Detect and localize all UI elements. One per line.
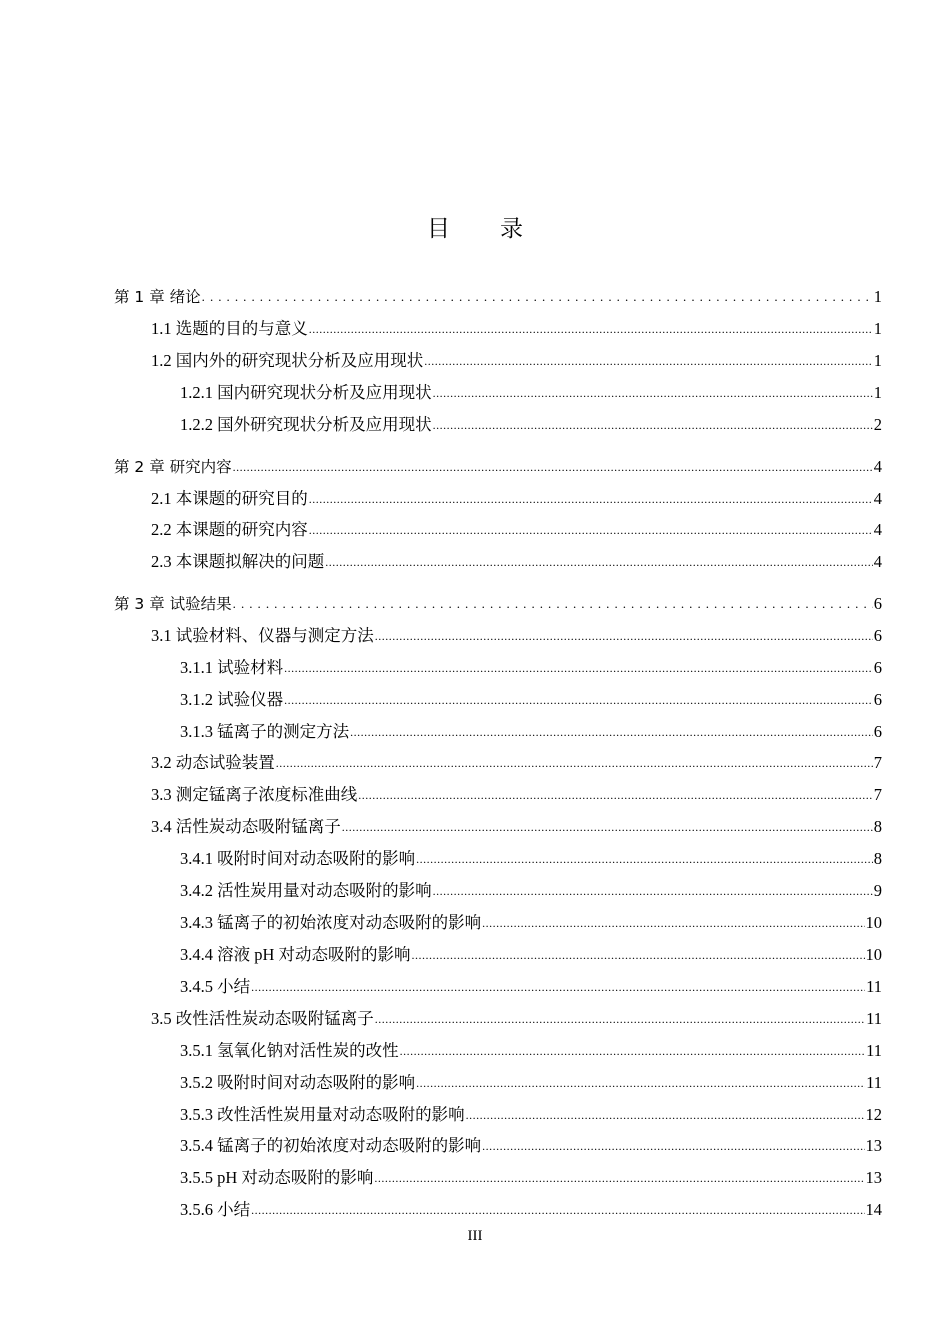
toc-entry-page: 11	[866, 1041, 882, 1060]
toc-entry-page: 1	[873, 319, 882, 338]
toc-leader-dots	[416, 848, 873, 870]
toc-entry-3-1-3[interactable]	[180, 719, 882, 743]
toc-entry-label: 1.2 国内外的研究现状分析及应用现状	[151, 351, 424, 370]
toc-entry-label: 3.1 试验材料、仪器与测定方法	[151, 626, 374, 645]
toc-entry-label: 1.2.1 国内研究现状分析及应用现状	[180, 383, 432, 402]
toc-entry-label: 3.2 动态试验装置	[151, 753, 275, 772]
toc-leader-dots	[466, 1104, 865, 1126]
toc-entry-3-2[interactable]	[151, 750, 882, 774]
toc-entry-page: 8	[873, 817, 882, 836]
toc-entry-3-5[interactable]	[151, 1006, 882, 1030]
toc-leader-dots	[325, 551, 873, 573]
toc-leader-dots	[482, 912, 864, 934]
toc-entry-page: 6	[873, 690, 882, 709]
toc-entry-page: 4	[873, 552, 882, 571]
toc-entry-3-5-5[interactable]	[180, 1165, 882, 1189]
toc-entry-page: 14	[865, 1200, 882, 1219]
toc-leader-dots	[482, 1135, 864, 1157]
toc-entry-page: 8	[873, 849, 882, 868]
toc-entry-1-2[interactable]	[151, 348, 882, 372]
toc-leader-dots	[416, 1072, 865, 1094]
toc-entry-label: 第 3 章 试验结果	[114, 595, 232, 613]
page-title-char-1: 目	[427, 216, 450, 242]
toc-entry-label: 3.5.3 改性活性炭用量对动态吸附的影响	[180, 1105, 465, 1124]
toc-entry-label: 3.5 改性活性炭动态吸附锰离子	[151, 1009, 374, 1028]
toc-entry-3-4-1[interactable]	[180, 846, 882, 870]
toc-leader-dots	[233, 456, 873, 478]
toc-entry-page: 6	[873, 658, 882, 677]
toc-entry-label: 3.4 活性炭动态吸附锰离子	[151, 817, 341, 836]
toc-entry-2-1[interactable]	[151, 486, 882, 510]
toc-leader-dots	[350, 721, 873, 743]
toc-entry-page: 1	[873, 287, 882, 306]
toc-entry-label: 3.5.2 吸附时间对动态吸附的影响	[180, 1073, 416, 1092]
toc-entry-2-3[interactable]	[151, 549, 882, 573]
toc-entry-3-1[interactable]	[151, 623, 882, 647]
toc-leader-dots	[375, 1008, 865, 1030]
toc-leader-dots	[412, 944, 865, 966]
toc-leader-dots	[433, 414, 873, 436]
toc-entry-page: 4	[873, 457, 882, 476]
toc-leader-dots	[202, 286, 873, 308]
toc-entry-3-5-3[interactable]	[180, 1102, 882, 1126]
toc-entry-page: 13	[865, 1168, 882, 1187]
toc-entry-page: 7	[873, 753, 882, 772]
toc-entry-label: 3.5.6 小结	[180, 1200, 251, 1219]
toc-entry-page: 1	[873, 383, 882, 402]
toc-leader-dots	[433, 382, 873, 404]
toc-entry-page: 10	[865, 913, 882, 932]
toc-entry-page: 7	[873, 785, 882, 804]
toc-entry-page: 9	[873, 881, 882, 900]
toc-entry-3-4-3[interactable]	[180, 910, 882, 934]
toc-entry-page: 11	[866, 1073, 882, 1092]
toc-entry-3-4-2[interactable]	[180, 878, 882, 902]
toc-entry-label: 第 1 章 绪论	[114, 288, 201, 306]
toc-entry-label: 3.5.4 锰离子的初始浓度对动态吸附的影响	[180, 1136, 482, 1155]
toc-entry-label: 1.2.2 国外研究现状分析及应用现状	[180, 415, 432, 434]
toc-leader-dots	[309, 318, 873, 340]
toc-leader-dots	[358, 784, 873, 806]
toc-entry-chapter-2[interactable]	[114, 454, 882, 478]
toc-entry-label: 3.4.2 活性炭用量对动态吸附的影响	[180, 881, 432, 900]
toc-entry-page: 12	[865, 1105, 882, 1124]
toc-entry-label: 2.2 本课题的研究内容	[151, 520, 308, 539]
toc-entry-label: 3.5.5 pH 对动态吸附的影响	[180, 1168, 374, 1187]
toc-leader-dots	[375, 625, 873, 647]
toc-entry-3-5-2[interactable]	[180, 1070, 882, 1094]
toc-entry-3-5-4[interactable]	[180, 1133, 882, 1157]
toc-entry-label: 3.4.5 小结	[180, 977, 251, 996]
toc-entry-label: 2.1 本课题的研究目的	[151, 489, 308, 508]
toc-entry-label: 第 2 章 研究内容	[114, 458, 232, 476]
toc-leader-dots	[251, 1199, 864, 1221]
toc-entry-3-3[interactable]	[151, 782, 882, 806]
toc-entry-label: 3.1.3 锰离子的测定方法	[180, 722, 350, 741]
toc-entry-page: 6	[873, 722, 882, 741]
toc-entry-page: 4	[873, 489, 882, 508]
toc-entry-page: 4	[873, 520, 882, 539]
toc-entry-3-1-2[interactable]	[180, 687, 882, 711]
toc-entry-page: 11	[866, 1009, 882, 1028]
toc-leader-dots	[424, 350, 873, 372]
toc-entry-3-5-6[interactable]	[180, 1197, 882, 1221]
toc-entry-1-1[interactable]	[151, 316, 882, 340]
toc-entry-label: 3.4.3 锰离子的初始浓度对动态吸附的影响	[180, 913, 482, 932]
toc-entry-page: 11	[866, 977, 882, 996]
toc-entry-page: 6	[873, 594, 882, 613]
toc-leader-dots	[233, 593, 873, 615]
toc-leader-dots	[400, 1040, 865, 1062]
toc-entry-label: 3.1.1 试验材料	[180, 658, 284, 677]
toc-entry-page: 2	[873, 415, 882, 434]
toc-entry-label: 3.5.1 氢氧化钠对活性炭的改性	[180, 1041, 399, 1060]
toc-leader-dots	[374, 1167, 864, 1189]
toc-entry-label: 3.1.2 试验仪器	[180, 690, 284, 709]
toc-leader-dots	[342, 816, 873, 838]
toc-entry-chapter-3[interactable]	[114, 591, 882, 615]
page-number-footer: III	[467, 1228, 483, 1244]
toc-entry-label: 3.3 测定锰离子浓度标准曲线	[151, 785, 358, 804]
toc-entry-1-2-1[interactable]	[180, 380, 882, 404]
toc-entry-3-1-1[interactable]	[180, 655, 882, 679]
toc-entry-page: 6	[873, 626, 882, 645]
toc-entry-label: 3.4.4 溶液 pH 对动态吸附的影响	[180, 945, 411, 964]
toc-leader-dots	[284, 689, 873, 711]
toc-entry-label: 3.4.1 吸附时间对动态吸附的影响	[180, 849, 416, 868]
toc-leader-dots	[284, 657, 873, 679]
toc-entry-3-4-5[interactable]	[180, 974, 882, 998]
toc-entry-page: 1	[873, 351, 882, 370]
toc-leader-dots	[251, 976, 865, 998]
toc-entry-label: 1.1 选题的目的与意义	[151, 319, 308, 338]
toc-leader-dots	[276, 752, 873, 774]
toc-leader-dots	[309, 519, 873, 541]
toc-entry-2-2[interactable]	[151, 517, 882, 541]
toc-entry-3-5-1[interactable]	[180, 1038, 882, 1062]
toc-entry-3-4[interactable]	[151, 814, 882, 838]
toc-leader-dots	[309, 488, 873, 510]
toc-entry-page: 13	[865, 1136, 882, 1155]
toc-leader-dots	[433, 880, 873, 902]
toc-entry-page: 10	[865, 945, 882, 964]
page-title-char-2: 录	[500, 216, 523, 242]
toc-entry-chapter-1[interactable]	[114, 284, 882, 308]
toc-entry-3-4-4[interactable]	[180, 942, 882, 966]
toc-entry-label: 2.3 本课题拟解决的问题	[151, 552, 325, 571]
toc-entry-1-2-2[interactable]	[180, 412, 882, 436]
